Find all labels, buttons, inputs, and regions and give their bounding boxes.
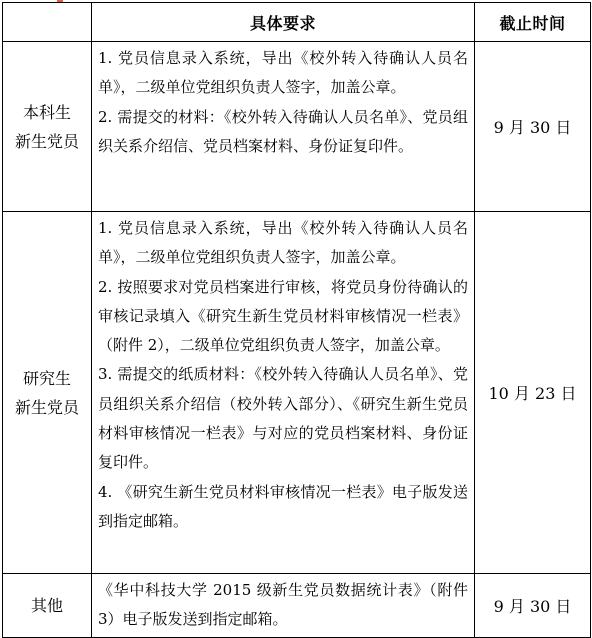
category-cell xyxy=(3,574,92,638)
header-category xyxy=(3,3,92,42)
requirement-item: 1. 党员信息录入系统，导出《校外转入待确认人员名单》，二级单位党组织负责人签字，加盖公章。 xyxy=(98,49,468,97)
requirements-cell xyxy=(92,574,475,638)
requirement-item: 《华中科技大学 2015 级新生党员数据统计表》（附件 3）电子版发送到指定邮箱。 xyxy=(98,581,468,629)
requirement-item: 1. 党员信息录入系统，导出《校外转入待确认人员名单》，二级单位党组织负责人签字，加盖公章。 xyxy=(98,219,468,267)
requirements-cell xyxy=(92,42,475,212)
deadline-cell: 9 月 30 日 xyxy=(475,42,591,212)
category-line: 新生党员 xyxy=(14,397,79,417)
category-cell xyxy=(3,212,92,574)
category-line: 其他 xyxy=(30,595,63,615)
header-deadline: 截止时间 xyxy=(475,3,591,42)
category-line: 研究生 xyxy=(22,368,71,388)
requirement-item: 3. 需提交的纸质材料：《校外转入待确认人员名单》、党员组织关系介绍信（校外转入部分）、《研究生新生党员材料审核情况一栏表》与对应的党员档案材料、身份证复印件。 xyxy=(98,365,468,472)
requirements-cell xyxy=(92,212,475,574)
deadline-cell: 9 月 30 日 xyxy=(475,574,591,638)
requirement-item: 4. 《研究生新生党员材料审核情况一栏表》电子版发送到指定邮箱。 xyxy=(98,482,468,530)
table-row-graduate xyxy=(3,212,591,574)
table-row-other xyxy=(3,574,591,638)
deadline-cell: 10 月 23 日 xyxy=(475,212,591,574)
category-line: 新生党员 xyxy=(14,131,79,151)
table-header-row xyxy=(3,3,591,42)
requirement-item: 2. 需提交的材料：《校外转入待确认人员名单》、党员组织关系介绍信、党员档案材料、身份证复印件。 xyxy=(98,107,468,155)
header-requirements: 具体要求 xyxy=(92,3,475,42)
requirements-table xyxy=(2,2,591,638)
requirement-item: 2. 按照要求对党员档案进行审核，将党员身份待确认的审核记录填入《研究生新生党员材料审核情况一栏表》（附件 2），二级单位党组织负责人签字，加盖公章。 xyxy=(98,277,468,355)
category-line: 本科生 xyxy=(22,102,71,122)
category-cell xyxy=(3,42,92,212)
table-row-undergraduate xyxy=(3,42,591,212)
